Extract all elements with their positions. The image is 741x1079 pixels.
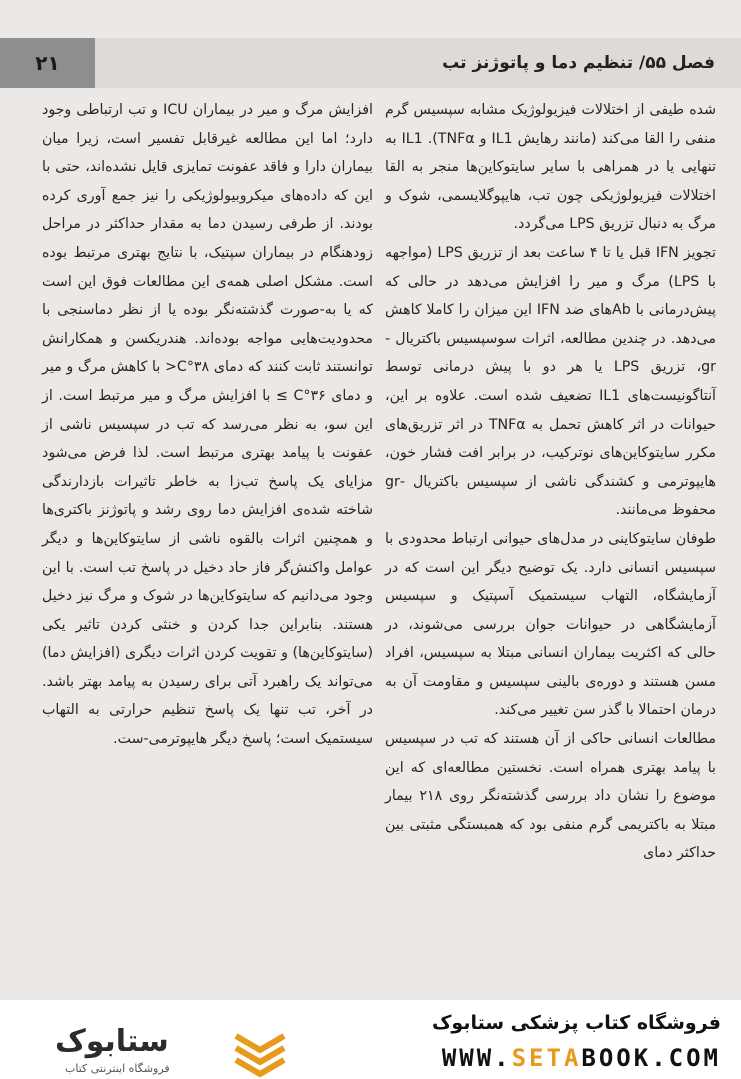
- paragraph: تجویز IFN قبل یا تا ۴ ساعت بعد از تزریق LPS (مواجهه با LPS) مرگ و میر را افزایش می‌دهد در حالی که پیش‌درمانی با Abهای ضد IFN این میزان را کاملا کاهش می‌دهد. در چندین مطالعه، اثرات سوسپسیس باکتریال -gr، تزریق LPS یا هر دو با پیش درمانی توسط آنتاگونیست‌های IL1 تضعیف شده است. علاوه بر این، حیوانات در اثر کاهش تحمل به TNFα در اثر تزریق‌های مکرر سایتوکاین‌های نوترکیب، در برابر افت فشار خون، هایپوترمی و کشندگی ناشی از سپسیس باکتریال -gr محفوظ می‌مانند.: [385, 244, 717, 519]
- logo-text: ستابوک: [55, 1024, 169, 1059]
- store-url-link[interactable]: [442, 1044, 721, 1072]
- right-column: [385, 96, 716, 868]
- left-column: [42, 96, 373, 754]
- footer-banner: [0, 1000, 741, 1079]
- chapter-title: فصل ۵۵/ تنظیم دما و پاتوژنز تب: [442, 53, 715, 73]
- store-name: فروشگاه کتاب پزشکی ستابوک: [431, 1012, 721, 1034]
- paragraph: شده طیفی از اختلالات فیزیولوژیک مشابه سپسیس گرم منفی را القا می‌کند (مانند رهایش IL1 و TNFα). IL1 به تنهایی یا در همراهی با سایر سایتوکاین‌ها منجر به القا اختلالات فیزیولوژیکی چون تب، هایپوگلایسمی، شوک و مرگ به دنبال تزریق LPS می‌گردد.: [385, 102, 716, 233]
- paragraph: افزایش مرگ و میر در بیماران ICU و تب ارتباطی وجود دارد؛ اما این مطالعه غیرقابل تفسیر است، زیرا میان بیماران دارا و فاقد عفونت تمایزی قایل نشده‌اند، حتی با این که داده‌های میکروبیولوژیکی را نیز جمع آوری کرده بودند. از طرفی رسیدن دما به مقدار حداکثر در مراحل زودهنگام در بیماران سپتیک، با نتایج بهتری مرتبط بوده است. مشکل اصلی همه‌ی این مطالعات فوق این است که یا به‌-صورت گذشته‌نگر بوده یا از نظر دماسنجی با محدودیت‌هایی مواجه بوده‌اند. هندریکسن و همکارانش توانستند ثابت کنند که دمای ۳۸°C< با کاهش مرگ و میر و دمای ۳۶°C ≥ با افزایش مرگ و میر مرتبط است. از این سو، به نظر می‌رسد که تب در سپسیس ناشی از عفونت با پیامد بهتری مرتبط است. لذا فرض می‌شود مزایای یک پاسخ تب‌زا به خاطر تاثیرات بازدارندگی شاخته شده‌ی افزایش دما روی رشد و پاتوژنز باکتری‌ها و همچنین اثرات بالقوه ناشی از سایتوکاین‌ها و دیگر عوامل واکنش‌گر فاز حاد دخیل در پاسخ تب است. با این وجود می‌دانیم که سایتوکاین‌ها در شوک و مرگ نیز دخیل هستند. بنابراین جدا کردن و خنثی کردن تاثیر یکی (سایتوکاین‌ها) و تقویت کردن اثرات دیگری (افزایش دما) می‌تواند یک راهبرد آتی برای رسیدن به پیامد بهتر باشد. در آخر، تب تنها یک پاسخ تنظیم حرارتی به التهاب سیستمیک است؛ پاسخ دیگر هایپوترمی-ست.: [42, 102, 373, 748]
- url-accent: SETA: [511, 1044, 582, 1072]
- paragraph: مطالعات انسانی حاکی از آن هستند که تب در سپسیس با پیامد بهتری همراه است. نخستین مطالعه‌ای که این موضوع را نشان داد بررسی گذشته‌نگر روی ۲۱۸ بیمار مبتلا به باکتریمی گرم منفی بود که همبستگی مثبتی بین حداکثر دمای: [385, 731, 717, 862]
- setabook-logo[interactable]: [25, 1010, 295, 1075]
- url-suffix: BOOK.COM: [581, 1044, 721, 1072]
- url-prefix: WWW.: [441, 1044, 512, 1072]
- logo-subtitle: فروشگاه اینترنتی کتاب: [65, 1062, 170, 1075]
- paragraph: طوفان سایتوکاینی در مدل‌های حیوانی ارتباط محدودی با سپسیس انسانی دارد. یک توضیح دیگر این است که در آزمایشگاه، التهاب سیستمیک آسپتیک و سپسیس آزمایشگاهی در حیوانات جوان بررسی می‌شوند، در حالی که اکثریت بیماران انسانی مبتلا به سپسیس، افراد مسن هستند و دوره‌ی بالینی سپسیس و مقاومت آن به درمان احتمالا با گذر سن تغییر می‌کند.: [385, 530, 716, 719]
- chevron-stack-icon: [230, 1028, 290, 1078]
- page-number: ۲۱: [35, 51, 60, 75]
